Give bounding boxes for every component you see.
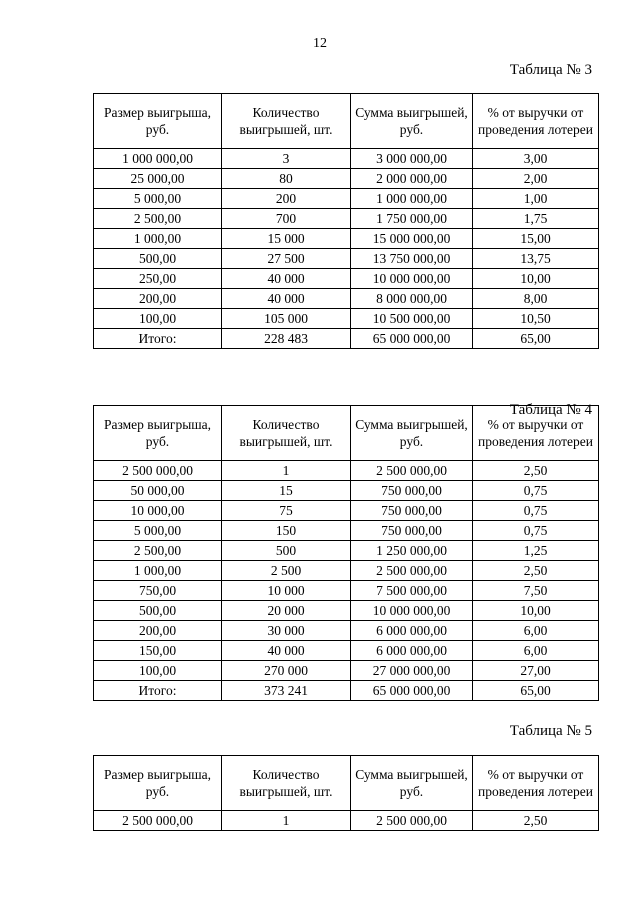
table-row (94, 541, 599, 561)
table-row (94, 189, 599, 209)
cell-revenue-percent: 1,00 (473, 189, 599, 209)
header-prize-size: Размер выигрыша, руб. (94, 756, 222, 811)
cell-prize-size: 1 000 000,00 (94, 149, 222, 169)
cell-prize-size: 150,00 (94, 641, 222, 661)
cell-revenue-percent: 15,00 (473, 229, 599, 249)
cell-prize-count: 80 (222, 169, 351, 189)
cell-prize-count: 15 000 (222, 229, 351, 249)
cell-prize-sum: 2 500 000,00 (351, 561, 473, 581)
table-row (94, 209, 599, 229)
cell-prize-size: 50 000,00 (94, 481, 222, 501)
cell-prize-size: 500,00 (94, 601, 222, 621)
cell-revenue-percent: 2,50 (473, 811, 599, 831)
table-row (94, 601, 599, 621)
table-4 (93, 405, 599, 701)
table-row (94, 501, 599, 521)
cell-prize-size: 2 500 000,00 (94, 461, 222, 481)
table-row (94, 169, 599, 189)
table-row (94, 561, 599, 581)
header-prize-size: Размер выигрыша, руб. (94, 406, 222, 461)
table-row (94, 229, 599, 249)
cell-prize-size: 25 000,00 (94, 169, 222, 189)
cell-prize-size: 200,00 (94, 621, 222, 641)
cell-prize-size: 2 500 000,00 (94, 811, 222, 831)
cell-prize-count: 75 (222, 501, 351, 521)
table-row (94, 661, 599, 681)
cell-revenue-percent: 27,00 (473, 661, 599, 681)
cell-prize-sum: 1 000 000,00 (351, 189, 473, 209)
header-revenue-percent: % от выручки от проведения лотереи (473, 406, 599, 461)
cell-prize-size: 2 500,00 (94, 541, 222, 561)
table-5 (93, 755, 599, 831)
cell-revenue-percent: 65,00 (473, 681, 599, 701)
cell-revenue-percent: 10,50 (473, 309, 599, 329)
header-prize-sum: Сумма выигрышей, руб. (351, 756, 473, 811)
header-revenue-percent: % от выручки от проведения лотереи (473, 756, 599, 811)
cell-prize-sum: 65 000 000,00 (351, 329, 473, 349)
cell-prize-count: 1 (222, 461, 351, 481)
cell-revenue-percent: 10,00 (473, 269, 599, 289)
cell-prize-size: 200,00 (94, 289, 222, 309)
cell-prize-sum: 2 500 000,00 (351, 461, 473, 481)
cell-prize-sum: 1 250 000,00 (351, 541, 473, 561)
table-row (94, 149, 599, 169)
cell-prize-size: Итого: (94, 329, 222, 349)
cell-prize-size: 100,00 (94, 661, 222, 681)
cell-revenue-percent: 13,75 (473, 249, 599, 269)
header-prize-sum: Сумма выигрышей, руб. (351, 406, 473, 461)
cell-prize-size: Итого: (94, 681, 222, 701)
cell-prize-size: 750,00 (94, 581, 222, 601)
cell-prize-size: 1 000,00 (94, 561, 222, 581)
cell-prize-sum: 750 000,00 (351, 501, 473, 521)
cell-revenue-percent: 1,25 (473, 541, 599, 561)
table-row (94, 309, 599, 329)
cell-prize-size: 5 000,00 (94, 189, 222, 209)
page-number: 12 (313, 36, 327, 51)
cell-prize-size: 250,00 (94, 269, 222, 289)
cell-prize-count: 3 (222, 149, 351, 169)
header-prize-count: Количество выигрышей, шт. (222, 406, 351, 461)
table-row (94, 329, 599, 349)
cell-prize-count: 150 (222, 521, 351, 541)
cell-prize-sum: 6 000 000,00 (351, 641, 473, 661)
cell-revenue-percent: 0,75 (473, 481, 599, 501)
cell-prize-count: 30 000 (222, 621, 351, 641)
table-3-caption: Таблица № 3 (509, 62, 592, 78)
table-row (94, 621, 599, 641)
cell-prize-count: 10 000 (222, 581, 351, 601)
cell-prize-count: 270 000 (222, 661, 351, 681)
header-prize-size: Размер выигрыша, руб. (94, 94, 222, 149)
cell-prize-sum: 27 000 000,00 (351, 661, 473, 681)
cell-prize-count: 15 (222, 481, 351, 501)
cell-revenue-percent: 2,50 (473, 461, 599, 481)
cell-prize-count: 40 000 (222, 641, 351, 661)
cell-revenue-percent: 6,00 (473, 621, 599, 641)
cell-prize-count: 373 241 (222, 681, 351, 701)
header-prize-count: Количество выигрышей, шт. (222, 94, 351, 149)
cell-revenue-percent: 2,50 (473, 561, 599, 581)
table-header-row (94, 756, 599, 811)
cell-prize-size: 500,00 (94, 249, 222, 269)
cell-prize-count: 40 000 (222, 269, 351, 289)
table-row (94, 681, 599, 701)
cell-prize-sum: 750 000,00 (351, 481, 473, 501)
table-row (94, 581, 599, 601)
cell-revenue-percent: 65,00 (473, 329, 599, 349)
cell-prize-sum: 10 500 000,00 (351, 309, 473, 329)
header-prize-sum: Сумма выигрышей, руб. (351, 94, 473, 149)
cell-prize-sum: 8 000 000,00 (351, 289, 473, 309)
cell-revenue-percent: 0,75 (473, 521, 599, 541)
cell-prize-sum: 2 000 000,00 (351, 169, 473, 189)
header-revenue-percent: % от выручки от проведения лотереи (473, 94, 599, 149)
table-row (94, 249, 599, 269)
table-row (94, 269, 599, 289)
cell-prize-sum: 65 000 000,00 (351, 681, 473, 701)
cell-prize-sum: 10 000 000,00 (351, 601, 473, 621)
table-row (94, 811, 599, 831)
cell-revenue-percent: 8,00 (473, 289, 599, 309)
cell-prize-size: 10 000,00 (94, 501, 222, 521)
cell-prize-count: 200 (222, 189, 351, 209)
cell-prize-size: 5 000,00 (94, 521, 222, 541)
cell-revenue-percent: 2,00 (473, 169, 599, 189)
cell-prize-size: 1 000,00 (94, 229, 222, 249)
cell-revenue-percent: 3,00 (473, 149, 599, 169)
cell-prize-count: 500 (222, 541, 351, 561)
table-row (94, 481, 599, 501)
cell-revenue-percent: 6,00 (473, 641, 599, 661)
table-row (94, 521, 599, 541)
cell-prize-count: 20 000 (222, 601, 351, 621)
cell-prize-sum: 750 000,00 (351, 521, 473, 541)
cell-prize-count: 27 500 (222, 249, 351, 269)
cell-revenue-percent: 10,00 (473, 601, 599, 621)
cell-prize-count: 40 000 (222, 289, 351, 309)
cell-revenue-percent: 1,75 (473, 209, 599, 229)
cell-prize-sum: 3 000 000,00 (351, 149, 473, 169)
table-row (94, 289, 599, 309)
header-prize-count: Количество выигрышей, шт. (222, 756, 351, 811)
cell-prize-count: 1 (222, 811, 351, 831)
cell-prize-sum: 13 750 000,00 (351, 249, 473, 269)
table-row (94, 641, 599, 661)
cell-prize-count: 105 000 (222, 309, 351, 329)
cell-prize-sum: 7 500 000,00 (351, 581, 473, 601)
cell-prize-sum: 10 000 000,00 (351, 269, 473, 289)
cell-prize-size: 2 500,00 (94, 209, 222, 229)
cell-prize-sum: 2 500 000,00 (351, 811, 473, 831)
table-header-row (94, 406, 599, 461)
cell-prize-size: 100,00 (94, 309, 222, 329)
cell-prize-sum: 1 750 000,00 (351, 209, 473, 229)
cell-prize-count: 228 483 (222, 329, 351, 349)
cell-revenue-percent: 0,75 (473, 501, 599, 521)
table-header-row (94, 94, 599, 149)
cell-prize-count: 2 500 (222, 561, 351, 581)
cell-prize-count: 700 (222, 209, 351, 229)
cell-prize-sum: 6 000 000,00 (351, 621, 473, 641)
table-3 (93, 93, 599, 349)
table-row (94, 461, 599, 481)
cell-revenue-percent: 7,50 (473, 581, 599, 601)
table-4-caption: Таблица № 4 (509, 402, 592, 418)
cell-prize-sum: 15 000 000,00 (351, 229, 473, 249)
table-5-caption: Таблица № 5 (509, 723, 592, 739)
